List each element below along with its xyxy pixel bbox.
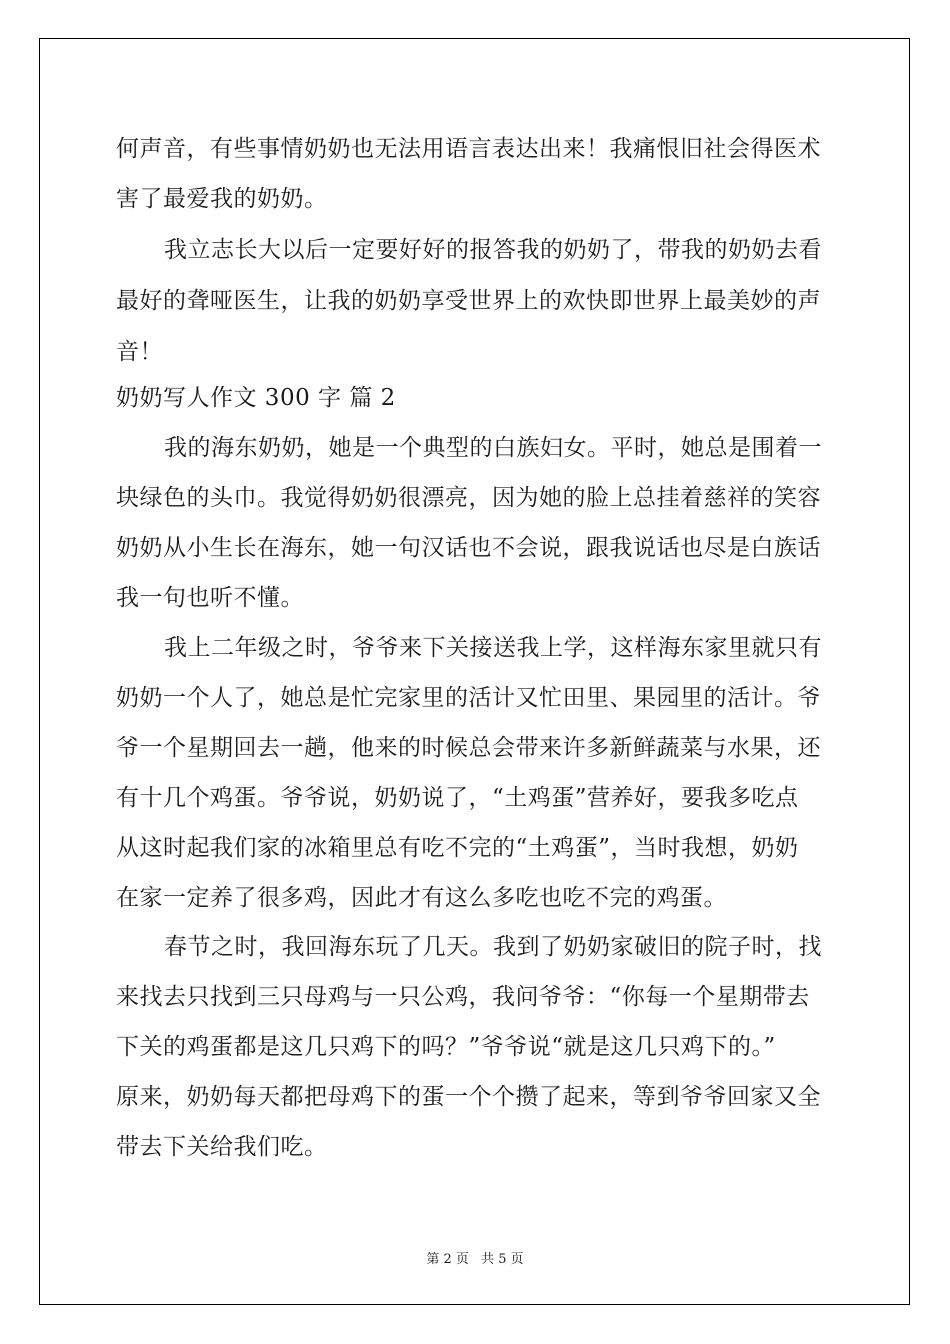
text-line: 带去下关给我们吃。: [116, 1134, 328, 1160]
text-line: 音！: [116, 339, 163, 365]
text-line: 在家一定养了很多鸡，因此才有这么多吃也吃不完的鸡蛋。: [116, 885, 727, 911]
text-line: 块绿色的头巾。我觉得奶奶很漂亮，因为她的脸上总挂着慈祥的笑容: [116, 485, 821, 511]
text-line: 奶奶从小生长在海东，她一句汉话也不会说，跟我说话也尽是白族话: [116, 535, 821, 561]
paragraph-start: 我的海东奶奶，她是一个典型的白族妇女。平时，她总是围着一: [164, 435, 822, 461]
text-line: 原来，奶奶每天都把母鸡下的蛋一个个攒了起来，等到爷爷回家又全: [116, 1084, 821, 1110]
page-number: 第 2 页: [426, 1252, 469, 1267]
text-line: 从这时起我们家的冰箱里总有吃不完的“土鸡蛋”，当时我想，奶奶: [116, 835, 799, 861]
text-line: 下关的鸡蛋都是这几只鸡下的吗？”爷爷说“就是这几只鸡下的。”: [116, 1034, 776, 1060]
text-line: 害了最爱我的奶奶。: [116, 186, 328, 212]
text-line: 我一句也听不懂。: [116, 585, 304, 611]
section-heading: 奶奶写人作文 300 字 篇 2: [116, 385, 396, 411]
page-total: 共 5 页: [481, 1252, 524, 1267]
text-line: 最好的聋哑医生，让我的奶奶享受世界上的欢快即世界上最美妙的声: [116, 288, 821, 314]
page-footer: [0, 1248, 950, 1267]
text-line: 来找去只找到三只母鸡与一只公鸡，我问爷爷：“你每一个星期带去: [116, 984, 810, 1010]
page-border: [39, 38, 910, 1305]
text-line: 爷一个星期回去一趟，他来的时候总会带来许多新鲜蔬菜与水果，还: [116, 735, 821, 761]
text-line: 有十几个鸡蛋。爷爷说，奶奶说了，“土鸡蛋”营养好，要我多吃点: [116, 785, 799, 811]
text-line: 何声音，有些事情奶奶也无法用语言表达出来！我痛恨旧社会得医术: [116, 136, 821, 162]
paragraph-start: 春节之时，我回海东玩了几天。我到了奶奶家破旧的院子时，找: [164, 934, 822, 960]
text-line: 奶奶一个人了，她总是忙完家里的活计又忙田里、果园里的活计。爷: [116, 685, 821, 711]
paragraph-start: 我立志长大以后一定要好好的报答我的奶奶了，带我的奶奶去看: [164, 237, 822, 263]
paragraph-start: 我上二年级之时，爷爷来下关接送我上学，这样海东家里就只有: [164, 635, 822, 661]
